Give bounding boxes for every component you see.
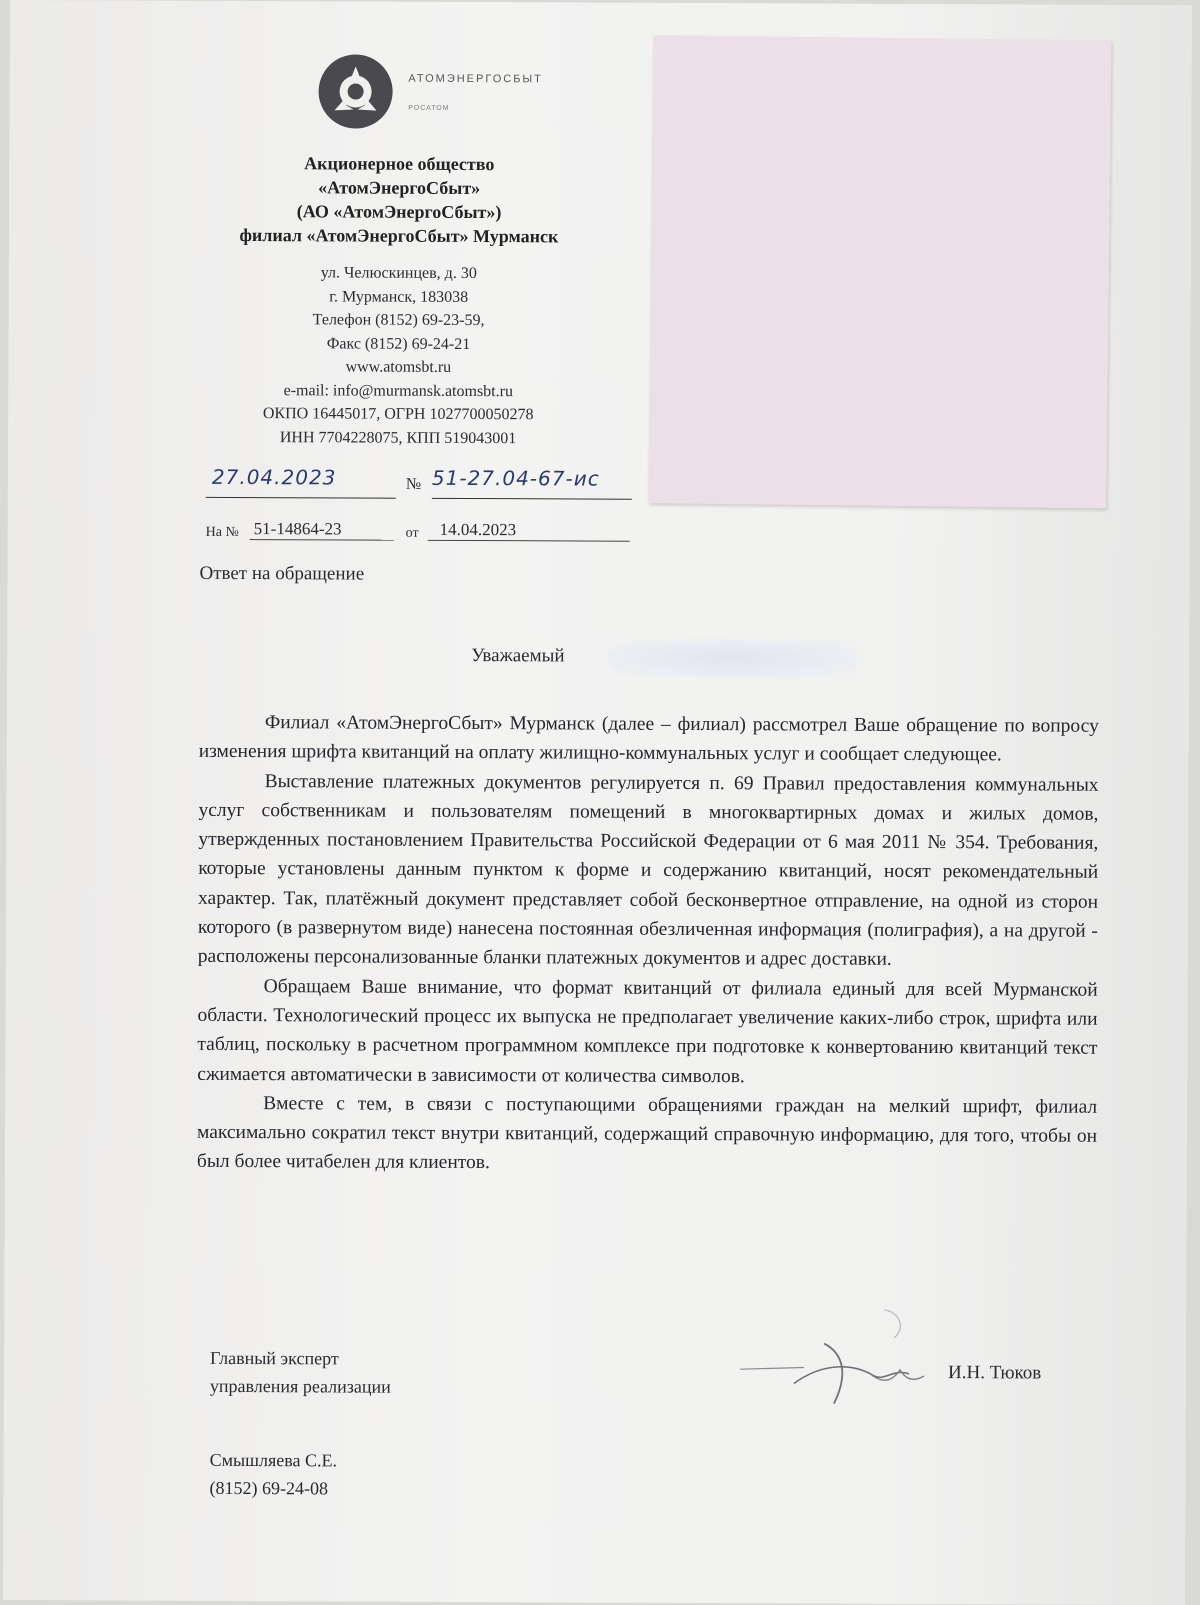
reference-from-label: от [405,525,419,541]
logo-name: АТОМЭНЕРГОСБЫТ [408,72,543,85]
letter-body [197,708,1099,1181]
org-line: Акционерное общество [304,153,495,175]
contact-line: e-mail: info@murmansk.atomsbt.ru [283,381,514,400]
paragraph: Филиал «АтомЭнергоСбыт» Мурманск (далее – филиал) рассмотрел Ваше обращение по вопросу изменения шрифта квитанций на оплату жилищно-коммунальных услуг и сообщает следующее. [198,712,1099,766]
organization-name [179,151,619,249]
executor-name: Смышляева С.Е. [209,1449,338,1471]
logo-subtitle: РОСАТОМ [408,104,450,112]
paragraph: Выставление платежных документов регулируется п. 69 Правил предоставления коммунальных услуг собственникам и пользователям помещений в многоквартирных домах и жилых домов, утвержденных постановлением Правительства Российской Федерации от 6 мая 2011 № 354. Требования, которые установлены данным пунктом к форме и содержанию квитанций, носят рекомендательный характер. Так, платёжный документ представляет собой бесконвертное отправление, на одной из сторон которого (в развернутом виде) нанесена постоянная обезличенная информация (полиграфия), а на другой - расположены персонализованные бланки платежных документов и адрес доставки. [197,770,1099,971]
contact-line: Факс (8152) 69-24-21 [326,334,471,353]
org-line: (АО «АтомЭнергоСбыт») [296,201,502,223]
contact-line: ул. Челюскинцев, д. 30 [320,264,477,283]
reference-number: 51-14864-23 [250,519,394,541]
paragraph: Вместе с тем, в связи с поступающими обращениями граждан на мелкий шрифт, филиал максимально сократил текст внутри квитанций, содержащий справочную информацию, для того, чтобы он был более читабелен для клиентов. [196,1092,1098,1174]
org-line: филиал «АтомЭнергоСбыт» Мурманск [239,225,559,247]
registration-date-field [206,464,396,499]
signer-position [210,1344,391,1401]
contact-line: ОКПО 16445017, ОГРН 1027700050278 [262,405,534,424]
greeting: Уважаемый [471,645,565,667]
org-line: «АтомЭнергоСбыт» [318,177,481,199]
letterhead [178,41,620,451]
paragraph: Обращаем Ваше внимание, что формат квитанций от филиала единый для всей Мурманской области. Технологический процесс их выпуска не предполагает увеличение каких-либо строк, шрифта или таблиц, поскольку в расчетном программном комплексе при подготовке к конвертованию квитанций текст сжимается автоматически в зависимости от количества символов. [197,975,1098,1087]
contact-details [178,261,619,451]
contact-line: Телефон (8152) 69-23-59, [312,311,485,330]
position-line: управления реализации [209,1375,391,1397]
contact-line: ИНН 7704228075, КПП 519043001 [279,428,517,447]
letter-subject: Ответ на обращение [199,562,365,585]
contact-line: www.atomsbt.ru [345,358,452,376]
rosatom-logo-icon [316,52,394,130]
contact-line: г. Мурманск, 183038 [329,287,469,306]
reference-line [206,519,646,551]
sticky-note-redaction [648,35,1111,508]
registration-number: 51-27.04-67-ис [431,465,600,491]
registration-date: 27.04.2023 [211,464,337,490]
letter-page [3,0,1192,1605]
signer-name: И.Н. Тюков [947,1362,1042,1384]
handwritten-signature [734,1303,934,1419]
number-sign: № [405,475,422,493]
executor-info [209,1446,337,1503]
company-logo [239,41,619,143]
redacted-name [607,639,857,678]
registration-line [206,464,646,509]
position-line: Главный эксперт [210,1347,339,1369]
reference-date: 14.04.2023 [428,520,630,542]
executor-phone: (8152) 69-24-08 [209,1477,329,1499]
reference-label: На № [205,524,239,541]
registration-number-field [431,465,632,500]
